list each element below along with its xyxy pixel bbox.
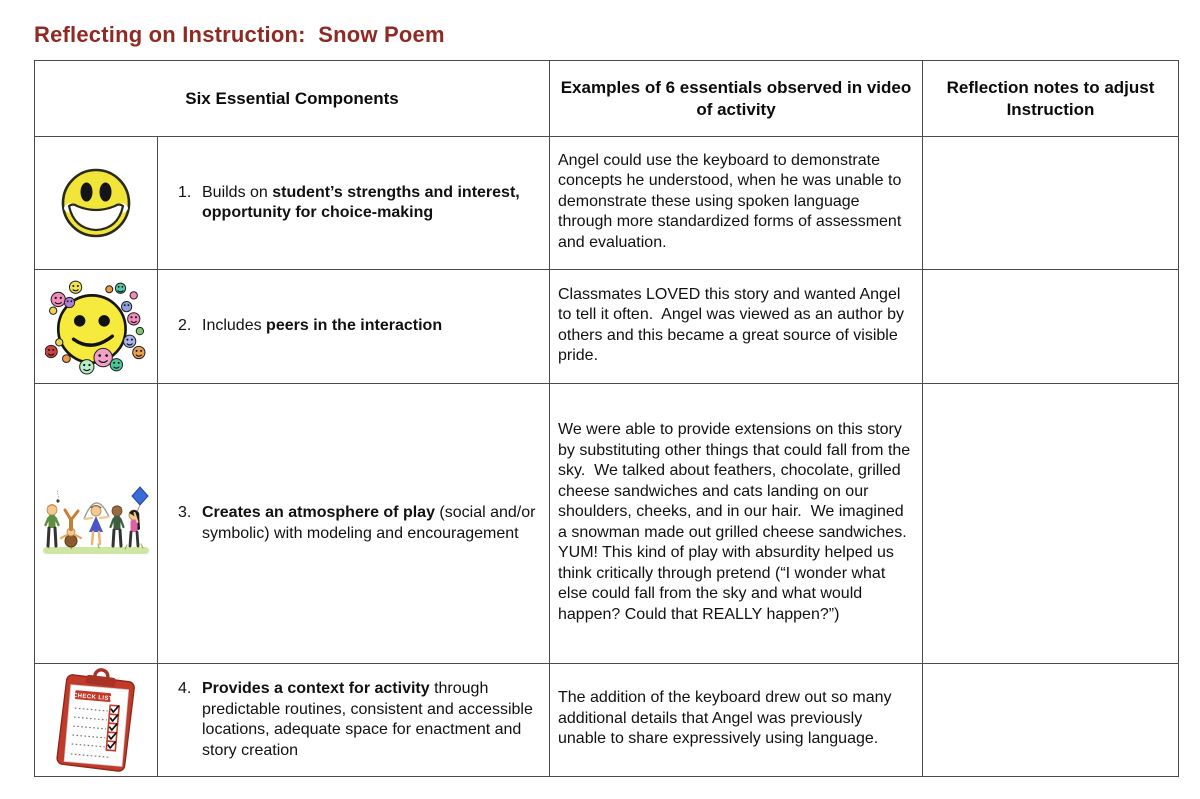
example-cell: We were able to provide extensions on this story by substituting other things that could fall from the sky. We talked about feathers, chocolate, grilled cheese sandwiches and cats landing on our shoulders, cheeks, and in our hair. We imagined a snowman made out grilled cheese sandwiches. YUM! This kind of play with absurdity helped us think critically through pretend (“I wonder what else could fall from the sky and what would happen? Could that REALLY happen?”) (550, 384, 923, 664)
component-number: 2. (178, 317, 192, 335)
component-number: 3. (178, 504, 192, 521)
reflection-cell[interactable] (923, 664, 1179, 777)
peers-smiley-group-icon (37, 279, 155, 375)
component-cell (158, 137, 550, 270)
component-text: Builds on student’s strengths and interest, opportunity for choice-making (202, 183, 520, 221)
example-cell: Angel could use the keyboard to demonstrate concepts he understood, when he was unable to demonstrate these using spoken language through more standardized forms of assessment and evaluation. (550, 137, 923, 270)
component-cell (158, 270, 550, 384)
component-text: Provides a context for activity through predictable routines, consistent and accessible locations, adequate space for enactment and story creation (202, 680, 533, 759)
row3-icon-cell (35, 384, 158, 664)
example-cell: The addition of the keyboard drew out so many additional details that Angel was previously unable to share expressively using language. (550, 664, 923, 777)
children-playing-icon (37, 484, 155, 564)
table-header-row (35, 61, 1179, 137)
svg-text:CHECK LIST: CHECK LIST (72, 692, 113, 703)
component-number: 4. (178, 680, 192, 697)
reflection-cell[interactable] (923, 384, 1179, 664)
six-essentials-table (34, 60, 1179, 777)
page-title: Reflecting on Instruction: Snow Poem (34, 22, 445, 47)
component-cell (158, 384, 550, 664)
checklist-clipboard-icon (37, 666, 155, 774)
reflection-cell[interactable] (923, 270, 1179, 384)
component-text: Creates an atmosphere of play (social and/or symbolic) with modeling and encouragement (202, 504, 536, 542)
row4-icon-cell (35, 664, 158, 777)
header-examples: Examples of 6 essentials observed in video of activity (550, 61, 923, 137)
smiley-face-icon (37, 166, 155, 240)
component-text: Includes peers in the interaction (202, 317, 443, 335)
table-row (35, 664, 1179, 777)
header-reflection: Reflection notes to adjust Instruction (923, 61, 1179, 137)
example-cell: Classmates LOVED this story and wanted Angel to tell it often. Angel was viewed as an author by others and this became a great source of visible pride. (550, 270, 923, 384)
row1-icon-cell (35, 137, 158, 270)
table-row (35, 384, 1179, 664)
table-row (35, 270, 1179, 384)
component-cell (158, 664, 550, 777)
table-row (35, 137, 1179, 270)
header-components: Six Essential Components (35, 61, 550, 137)
reflection-cell[interactable] (923, 137, 1179, 270)
component-number: 1. (178, 183, 192, 201)
row2-icon-cell (35, 270, 158, 384)
